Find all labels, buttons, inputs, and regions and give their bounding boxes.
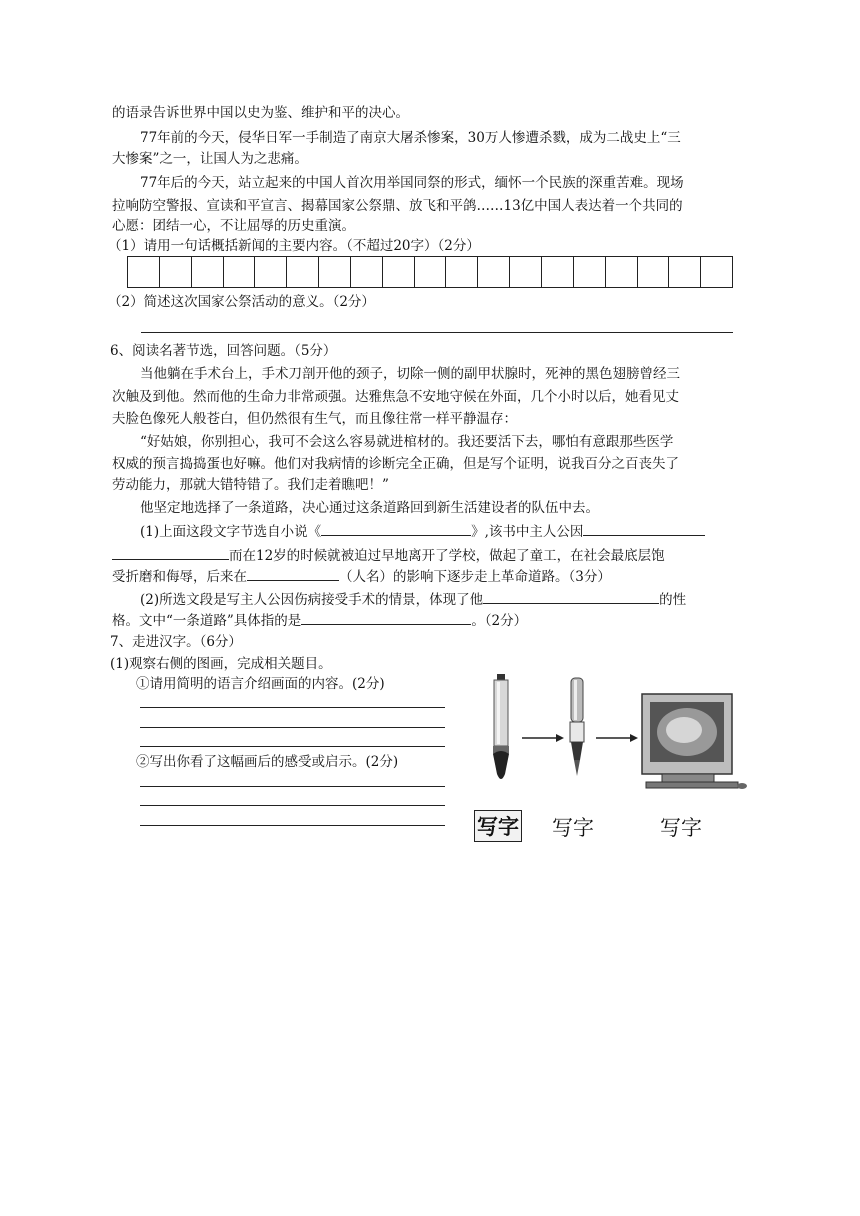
answer-grid[interactable]: [127, 256, 733, 288]
q6-q1-text-b: 》,该书中主人公因: [471, 524, 584, 540]
grid-cell[interactable]: [510, 257, 542, 287]
q6-q2-line1: [140, 589, 752, 610]
q6-q2-text-d: 。（2分）: [471, 613, 528, 629]
character-blank[interactable]: [483, 589, 659, 604]
answer-line[interactable]: [140, 805, 445, 806]
q7-sub1: (1)观察右侧的图画，完成相关题目。: [110, 656, 332, 672]
q6-para1-line3: 夫脸色像死人般苍白，但仍然很有生气，而且像往常一样平静温存：: [112, 411, 517, 427]
grid-cell[interactable]: [638, 257, 670, 287]
arrow-icon: [522, 734, 564, 742]
q7-item2: ②写出你看了这幅画后的感受或启示。(2分): [136, 754, 399, 770]
q5-sub1: （1）请用一句话概括新闻的主要内容。（不超过20字）（2分）: [108, 238, 480, 254]
q6-para1-line2: 次触及到他。然而他的生命力非常顽强。达雅焦急不安地守候在外面，几个小时以后，她看见丈: [112, 389, 679, 405]
q6-q1-line2: [112, 545, 752, 566]
q6-q2-text-c: 格。文中“一条道路”具体指的是: [112, 613, 302, 629]
reason-blank-1[interactable]: [583, 521, 705, 536]
news-para2-line2: 大惨案”之一，让国人为之悲痛。: [112, 151, 308, 167]
news-line-1: 的语录告诉世界中国以史为鉴、维护和平的决心。: [112, 105, 409, 121]
q6-q2-line2: [112, 610, 752, 631]
evolution-illustration: [474, 672, 764, 812]
q6-q2-text-a: (2)所选文段是写主人公因伤病接受手术的情景，体现了他: [140, 592, 484, 608]
grid-cell[interactable]: [383, 257, 415, 287]
q6-title: 6、阅读名著节选，回答问题。（5分）: [110, 343, 337, 359]
news-para2-line1: 77年前的今天，侵华日军一手制造了南京大屠杀惨案，30万人惨遭杀戮，成为二战史上“三: [140, 130, 681, 146]
writing-evolution-figure: [474, 672, 764, 848]
novel-title-blank[interactable]: [321, 521, 471, 536]
q6-q2-text-b: 的性: [659, 592, 687, 608]
q6-q1-text-c: 而在12岁的时候就被迫过早地离开了学校，做起了童工，在社会最底层饱: [229, 548, 665, 564]
news-para3-line3: 心愿：团结一心，不让屈辱的历史重演。: [112, 218, 355, 234]
grid-cell[interactable]: [446, 257, 478, 287]
answer-line[interactable]: [140, 727, 445, 728]
arrow-icon: [596, 734, 638, 742]
brush-icon: [493, 674, 509, 779]
grid-cell[interactable]: [319, 257, 351, 287]
grid-cell[interactable]: [606, 257, 638, 287]
grid-cell[interactable]: [287, 257, 319, 287]
answer-line[interactable]: [140, 707, 445, 708]
q7-item1: ①请用简明的语言介绍画面的内容。(2分): [136, 676, 385, 692]
q6-para2-line1: “好姑娘，你别担心，我可不会这么容易就进棺材的。我还要活下去，哪怕有意跟那些医学: [140, 434, 674, 450]
grid-cell[interactable]: [255, 257, 287, 287]
grid-cell[interactable]: [128, 257, 160, 287]
q6-para1-line1: 当他躺在手术台上，手术刀剖开他的颈子，切除一侧的副甲状腺时，死神的黑色翅膀曾经三: [140, 366, 680, 382]
q6-q1-line1: [140, 521, 752, 542]
q7-title: 7、走进汉字。（6分）: [110, 634, 242, 650]
reason-blank-2[interactable]: [112, 545, 229, 560]
q6-q1-text-a: (1)上面这段文字节选自小说《: [140, 524, 322, 540]
grid-cell[interactable]: [574, 257, 606, 287]
grid-cell[interactable]: [415, 257, 447, 287]
person-name-blank[interactable]: [247, 566, 339, 581]
news-para3-line2: 拉响防空警报、宣读和平宣言、揭幕国家公祭鼎、放飞和平鸽……13亿中国人表达着一个共同的: [112, 198, 683, 214]
answer-line[interactable]: [141, 332, 733, 333]
computer-icon: [642, 694, 747, 789]
grid-cell[interactable]: [542, 257, 574, 287]
answer-line[interactable]: [140, 825, 445, 826]
q6-q1-line3: [112, 566, 752, 587]
grid-cell[interactable]: [160, 257, 192, 287]
q5-sub2: （2）简述这次国家公祭活动的意义。（2分）: [108, 294, 375, 310]
q6-para3: 他坚定地选择了一条道路，决心通过这条道路回到新生活建设者的队伍中去。: [140, 500, 599, 516]
grid-cell[interactable]: [669, 257, 701, 287]
grid-cell[interactable]: [224, 257, 256, 287]
fountain-pen-icon: [570, 678, 584, 776]
answer-line[interactable]: [140, 786, 445, 787]
grid-cell[interactable]: [701, 257, 732, 287]
pen-script-caption: 写字: [552, 816, 594, 840]
q6-para2-line3: 劳动能力，那就大错特错了。我们走着瞧吧！”: [112, 477, 389, 493]
road-meaning-blank[interactable]: [301, 610, 471, 625]
grid-cell[interactable]: [192, 257, 224, 287]
brush-script-caption: 写字: [474, 810, 522, 842]
q6-q1-text-d: 受折磨和侮辱，后来在: [112, 569, 247, 585]
q6-q1-text-e: （人名）的影响下逐步走上革命道路。（3分）: [339, 569, 611, 585]
grid-cell[interactable]: [478, 257, 510, 287]
grid-cell[interactable]: [351, 257, 383, 287]
q6-para2-line2: 权威的预言捣捣蛋也好嘛。他们对我病情的诊断完全正确，但是写个证明，说我百分之百丧失了: [112, 456, 679, 472]
answer-line[interactable]: [140, 746, 445, 747]
computer-script-caption: 写字: [660, 816, 702, 840]
news-para3-line1: 77年后的今天，站立起来的中国人首次用举国同祭的形式，缅怀一个民族的深重苦难。现场: [140, 175, 684, 191]
